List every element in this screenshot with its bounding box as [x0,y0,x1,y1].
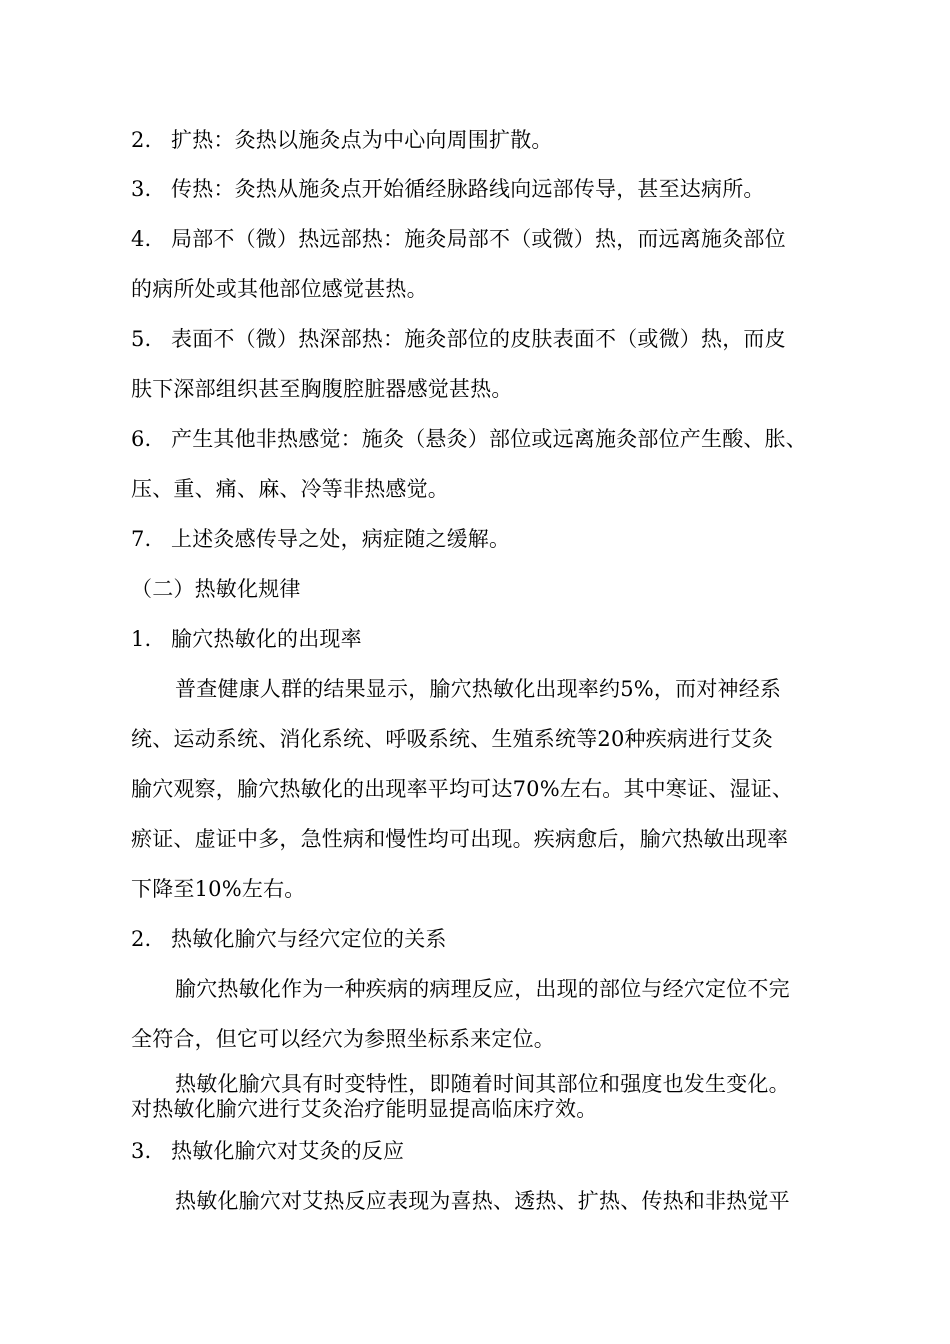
paragraph-text: 表面不（微）热深部热：施灸部位的皮肤表面不（或微）热，而皮 [171,327,786,351]
paragraph-continuation: 肤下深部组织甚至胸腹腔脏器感觉甚热。 [131,377,513,401]
paragraph-first-line: 腧穴热敏化作为一种疾病的病理反应，出现的部位与经穴定位不完 [175,977,790,1001]
list-number: 5. [131,327,152,351]
paragraph-text: 上述灸感传导之处，病症随之缓解。 [171,527,511,551]
list-item-7 [131,527,510,551]
list-number: 3. [131,177,152,201]
subsection-heading-1 [131,627,362,651]
subsection-heading-3 [131,1139,404,1163]
paragraph-text: 腧穴热敏化的出现率 [171,627,362,651]
paragraph-continuation: 的病所处或其他部位感觉甚热。 [131,277,428,301]
list-item-5 [131,327,786,351]
list-item-6 [131,427,807,451]
section-heading: （二）热敏化规律 [131,577,301,601]
paragraph-first-line: 普查健康人群的结果显示，腧穴热敏化出现率约5%，而对神经系 [175,677,782,701]
paragraph-continuation: 腧穴观察，腧穴热敏化的出现率平均可达70%左右。其中寒证、湿证、 [131,777,794,801]
paragraph-continuation: 统、运动系统、消化系统、呼吸系统、生殖系统等20种疾病进行艾灸 [131,727,773,751]
paragraph-text: 产生其他非热感觉：施灸（悬灸）部位或远离施灸部位产生酸、胀、 [171,427,807,451]
list-number: 2. [131,927,152,951]
paragraph-text: 热敏化腧穴与经穴定位的关系 [171,927,447,951]
paragraph-continuation: 压、重、痛、麻、冷等非热感觉。 [131,477,449,501]
list-number: 2. [131,128,152,152]
paragraph-continuation: 下降至10%左右。 [131,877,306,901]
list-number: 6. [131,427,152,451]
paragraph-text: 传热：灸热从施灸点开始循经脉路线向远部传导，甚至达病所。 [171,177,765,201]
list-item-3 [131,177,765,201]
paragraph-continuation: 对热敏化腧穴进行艾灸治疗能明显提高临床疗效。 [131,1097,598,1121]
paragraph-text: 热敏化腧穴对艾灸的反应 [171,1139,405,1163]
list-item-4 [131,227,786,251]
list-item-2 [131,128,553,152]
subsection-heading-2 [131,927,447,951]
paragraph-text: 扩热：灸热以施灸点为中心向周围扩散。 [171,128,553,152]
list-number: 4. [131,227,152,251]
list-number: 1. [131,627,152,651]
paragraph-first-line: 热敏化腧穴对艾热反应表现为喜热、透热、扩热、传热和非热觉平 [175,1189,790,1213]
paragraph-continuation: 瘀证、虚证中多，急性病和慢性均可出现。疾病愈后，腧穴热敏出现率 [131,827,789,851]
paragraph-continuation: 全符合，但它可以经穴为参照坐标系来定位。 [131,1027,555,1051]
list-number: 3. [131,1139,152,1163]
list-number: 7. [131,527,152,551]
paragraph-first-line: 热敏化腧穴具有时变特性，即随着时间其部位和强度也发生变化。 [175,1072,790,1096]
paragraph-text: 局部不（微）热远部热：施灸局部不（或微）热，而远离施灸部位 [171,227,786,251]
